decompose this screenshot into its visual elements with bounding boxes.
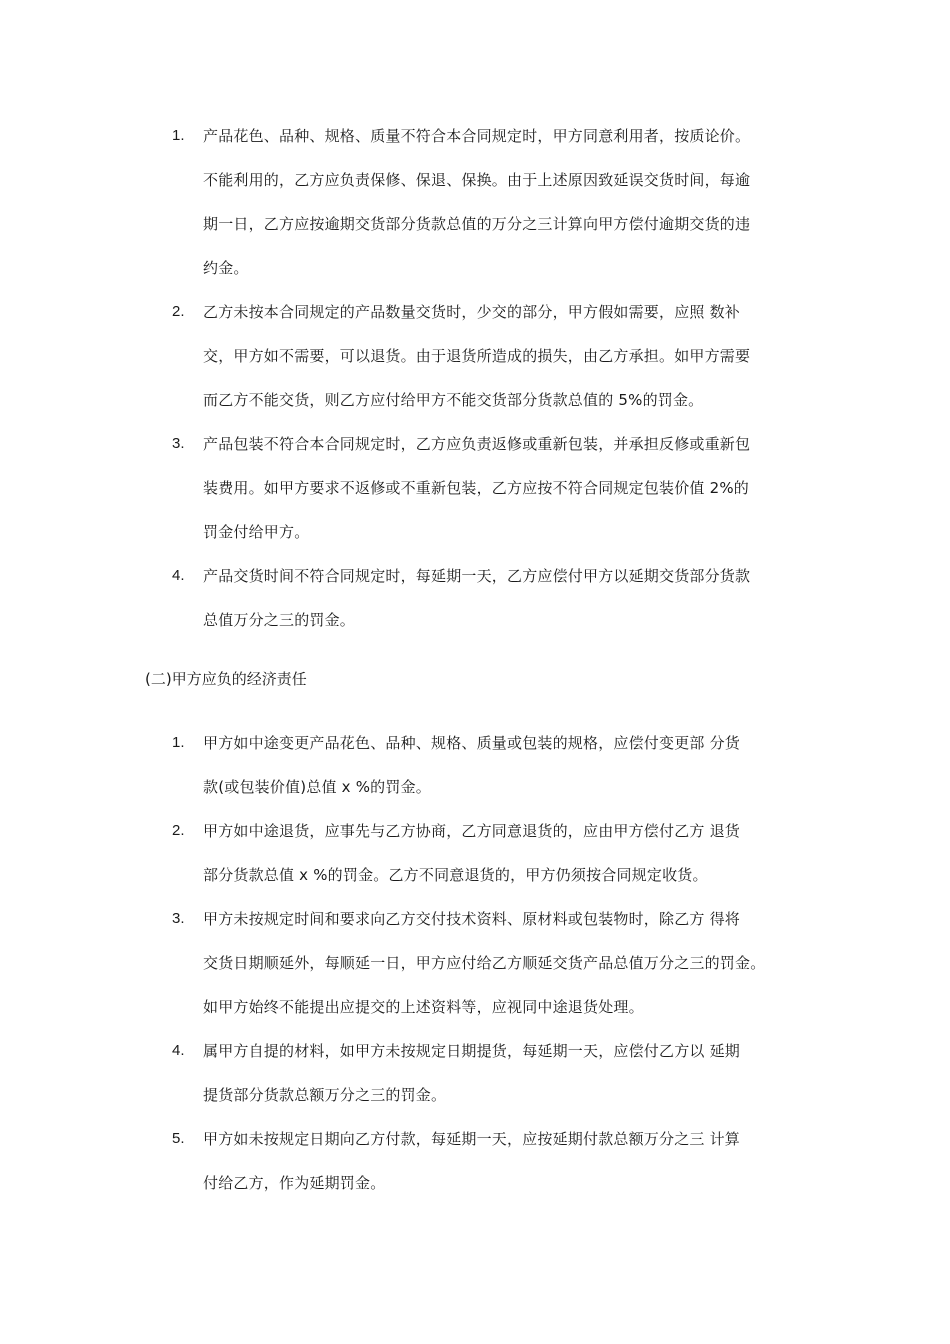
item-text-line: 交货日期顺延外，每顺延一日，甲方应付给乙方顺延交货产品总值万分之三的罚金。: [203, 954, 766, 972]
list-item: [0, 897, 950, 1029]
item-text-line: 不能利用的，乙方应负责保修、保退、保换。由于上述原因致延误交货时间，每逾: [203, 171, 751, 189]
item-number: 4.: [172, 1042, 185, 1059]
item-text-line: 产品花色、品种、规格、质量不符合本合同规定时，甲方同意利用者，按质论价。: [203, 127, 751, 145]
item-text-line: 款(或包装价值)总值 x %的罚金。: [203, 778, 431, 796]
item-number: 1.: [172, 127, 185, 144]
list-item: [0, 809, 950, 897]
item-text-line: 付给乙方，作为延期罚金。: [203, 1174, 386, 1192]
item-text-line: 提货部分货款总额万分之三的罚金。: [203, 1086, 447, 1104]
item-number: 1.: [172, 734, 185, 751]
item-text-line: 甲方如中途变更产品花色、品种、规格、质量或包装的规格，应偿付变更部 分货: [203, 734, 740, 752]
item-text-line: 甲方如中途退货，应事先与乙方协商，乙方同意退货的，应由甲方偿付乙方 退货: [203, 822, 740, 840]
list-item: [0, 721, 950, 809]
item-text-line: 约金。: [203, 259, 249, 277]
item-text-line: 甲方如未按规定日期向乙方付款，每延期一天，应按延期付款总额万分之三 计算: [203, 1130, 740, 1148]
item-text-line: 产品交货时间不符合同规定时，每延期一天，乙方应偿付甲方以延期交货部分货款: [203, 567, 751, 585]
item-number: 5.: [172, 1130, 185, 1147]
seller-liability-list: [0, 114, 950, 642]
item-number: 2.: [172, 303, 185, 320]
buyer-liability-list: [0, 721, 950, 1205]
item-text-line: 而乙方不能交货，则乙方应付给甲方不能交货部分货款总值的 5%的罚金。: [203, 391, 704, 409]
item-number: 2.: [172, 822, 185, 839]
item-text-line: 总值万分之三的罚金。: [203, 611, 356, 629]
list-item: [0, 114, 950, 290]
item-number: 3.: [172, 435, 185, 452]
item-text-line: 甲方未按规定时间和要求向乙方交付技术资料、原材料或包装物时，除乙方 得将: [203, 910, 740, 928]
item-text-line: 属甲方自提的材料，如甲方未按规定日期提货，每延期一天，应偿付乙方以 延期: [203, 1042, 740, 1060]
item-text-line: 乙方未按本合同规定的产品数量交货时，少交的部分，甲方假如需要，应照 数补: [203, 303, 740, 321]
item-text-line: 罚金付给甲方。: [203, 523, 310, 541]
item-number: 3.: [172, 910, 185, 927]
item-text-line: 装费用。如甲方要求不返修或不重新包装，乙方应按不符合同规定包装价值 2%的: [203, 479, 749, 497]
item-text-line: 期一日，乙方应按逾期交货部分货款总值的万分之三计算向甲方偿付逾期交货的违: [203, 215, 751, 233]
item-text-line: 交，甲方如不需要，可以退货。由于退货所造成的损失，由乙方承担。如甲方需要: [203, 347, 751, 365]
section-heading: (二)甲方应负的经济责任: [145, 670, 307, 688]
list-item: [0, 1029, 950, 1117]
item-text-line: 产品包装不符合本合同规定时，乙方应负责返修或重新包装，并承担反修或重新包: [203, 435, 751, 453]
list-item: [0, 554, 950, 642]
item-text-line: 部分货款总值 x %的罚金。乙方不同意退货的，甲方仍须按合同规定收货。: [203, 866, 708, 884]
list-item: [0, 1117, 950, 1205]
list-item: [0, 290, 950, 422]
item-text-line: 如甲方始终不能提出应提交的上述资料等，应视同中途退货处理。: [203, 998, 644, 1016]
list-item: [0, 422, 950, 554]
item-number: 4.: [172, 567, 185, 584]
